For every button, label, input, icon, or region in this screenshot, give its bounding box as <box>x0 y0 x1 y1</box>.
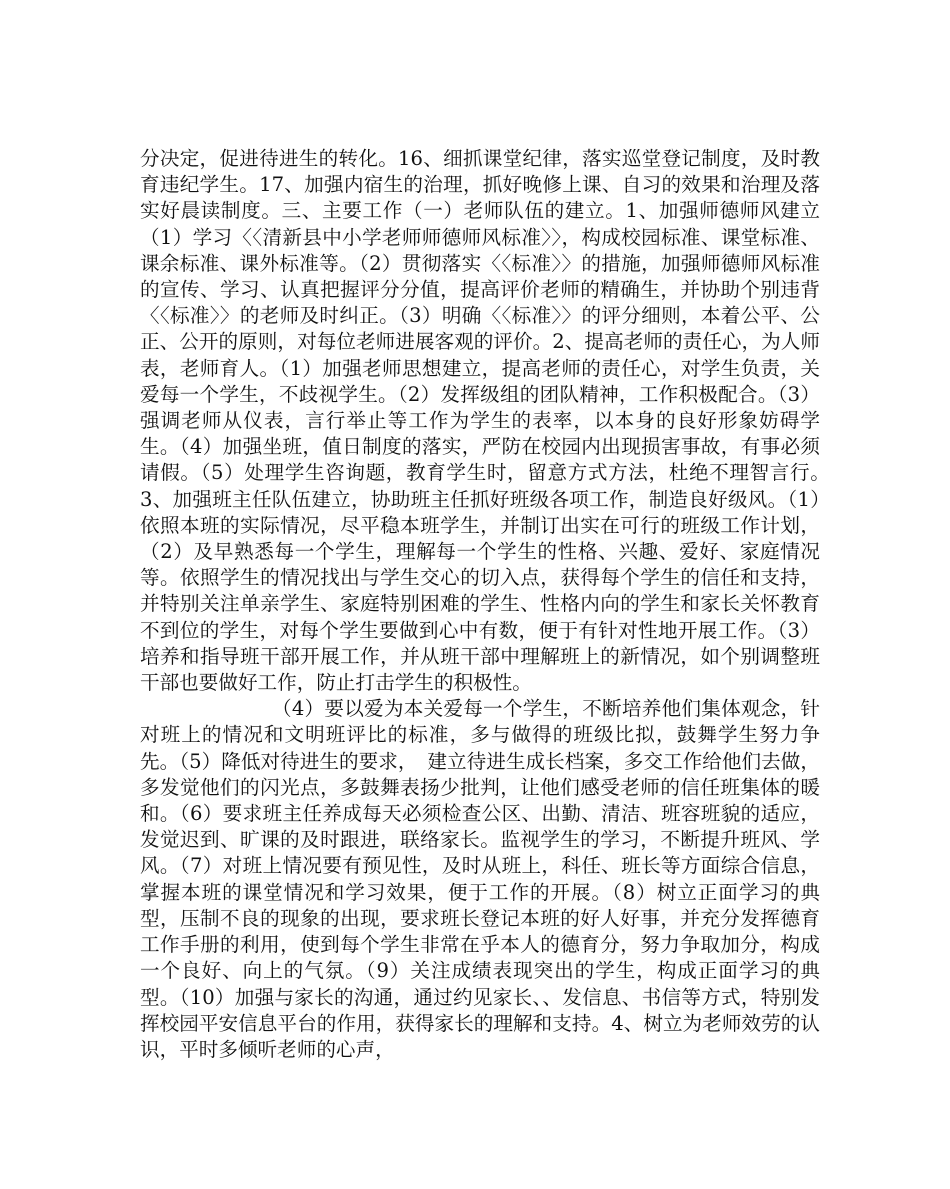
body-text <box>140 146 840 1063</box>
paragraph-1: 分决定，促进待进生的转化。16、细抓课堂纪律，落实巡堂登记制度，及时教育违纪学生。17、加强内宿生的治理，抓好晚修上课、自习的效果和治理及落实好晨读制度。三、主要工作（一）老师队伍的建立。1、加强师德师风建立（1）学习〈〈清新县中小学老师师德师风标准〉〉，构成校园标准、课堂标准、课余标准、课外标准等。（2）贯彻落实〈〈标准〉〉的措施，加强师德师风标准的宣传、学习、认真把握评分分值，提高评价老师的精确生，并协助个别违背〈〈标准〉〉的老师及时纠正。（3）明确〈〈标准〉〉的评分细则，本着公平、公正、公开的原则，对每位老师进展客观的评价。2、提高老师的责任心，为人师表，老师育人。（1）加强老师思想建立，提高老师的责任心，对学生负责，关爱每一个学生，不歧视学生。（2）发挥级组的团队精神，工作积极配合。（3）强调老师从仪表，言行举止等工作为学生的表率，以本身的良好形象妨碍学生。（4）加强坐班，值日制度的落实，严防在校园内出现损害事故，有事必须请假。（5）处理学生咨询题，教育学生时，留意方式方法，杜绝不理智言行。 3、加强班主任队伍建立，协助班主任抓好班级各项工作，制造良好级风。（1）依照本班的实际情况，尽平稳本班学生，并制订出实在可行的班级工作计划，（2）及早熟悉每一个学生，理解每一个学生的性格、兴趣、爱好、家庭情况等。依照学生的情况找出与学生交心的切入点，获得每个学生的信任和支持，并特别关注单亲学生、家庭特别困难的学生、性格内向的学生和家长关怀教育不到位的学生，对每个学生要做到心中有数，便于有针对性地开展工作。（3）培养和指导班干部开展工作，并从班干部中理解班上的新情况，如个别调整班干部也要做好工作，防止打击学生的积极性。 <box>140 147 840 695</box>
paragraph-2: （4）要以爱为本关爱每一个学生，不断培养他们集体观念，针对班上的情况和文明班评比的标准，多与做得的班级比拟，鼓舞学生努力争先。（5）降低对待进生的要求， 建立待进生成长档案，多交工作给他们去做，多发觉他们的闪光点，多鼓舞表扬少批判，让他们感受老师的信任班集体的暖和。（6）要求班主任养成每天必须检查公区、出勤、清洁、班容班貌的适应，发觉迟到、旷课的及时跟进，联络家长。监视学生的学习，不断提升班风、学风。（7）对班上情况要有预见性，及时从班上，科任、班长等方面综合信息，掌握本班的课堂情况和学习效果，便于工作的开展。（8）树立正面学习的典型，压制不良的现象的出现，要求班长登记本班的好人好事，并充分发挥德育工作手册的利用，使到每个学生非常在乎本人的德育分，努力争取加分，构成一个良好、向上的气氛。（9）关注成绩表现突出的学生，构成正面学习的典型。（10）加强与家长的沟通，通过约见家长、、发信息、书信等方式，特别发挥校园平安信息平台的作用，获得家长的理解和支持。4、树立为老师效劳的认识，平时多倾听老师的心声， <box>140 697 820 1061</box>
